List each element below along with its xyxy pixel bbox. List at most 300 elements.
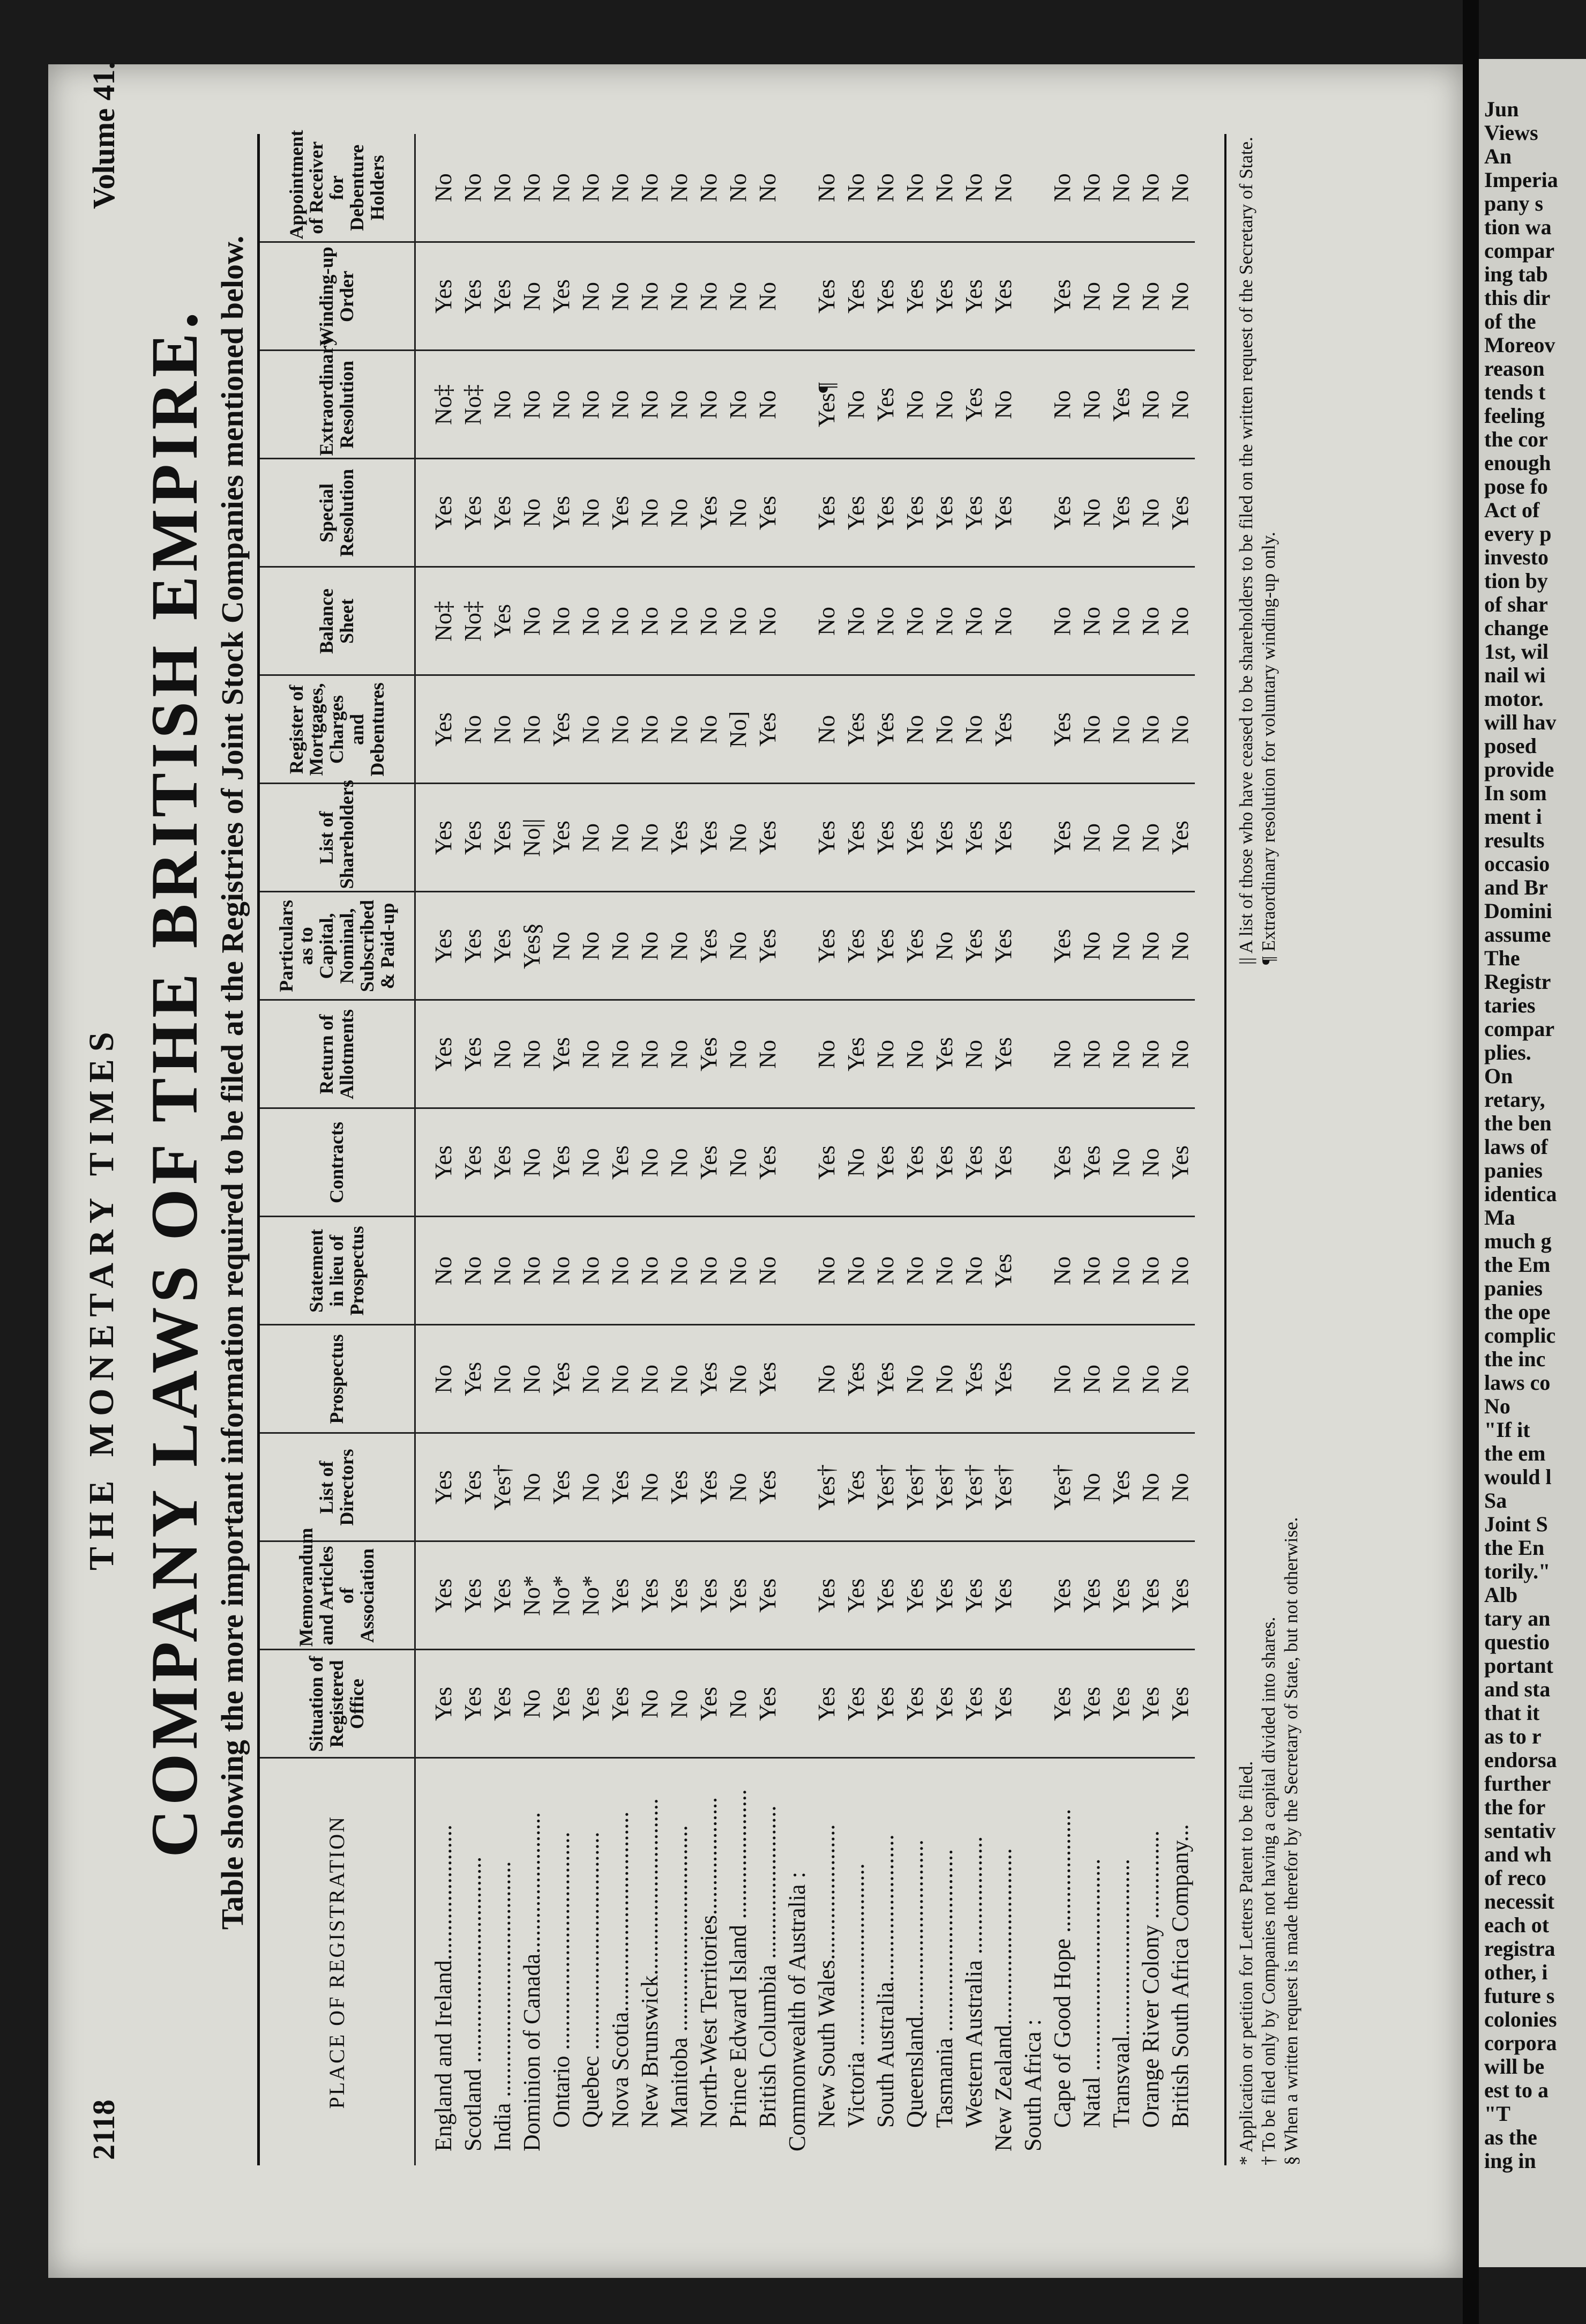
table-cell: Yes — [841, 784, 871, 892]
adjacent-page-line: est to a — [1484, 2078, 1548, 2102]
table-cell: No — [664, 675, 694, 784]
adjacent-page-line: tion by — [1484, 569, 1548, 593]
footnotes-right — [1235, 134, 1280, 965]
table-cell: Yes — [723, 1541, 753, 1650]
table-cell: No — [547, 892, 576, 1000]
table-cell: No — [664, 1217, 694, 1325]
article-title: COMPANY LAWS OF THE BRITISH EMPIRE. — [138, 308, 211, 1858]
adjacent-page-line: and sta — [1484, 1677, 1551, 1701]
table-cell: Yes — [900, 1541, 930, 1650]
table-cell: Yes — [488, 892, 517, 1000]
adjacent-page-line: of reco — [1484, 1866, 1546, 1890]
table-cell: No — [959, 134, 989, 242]
table-row — [605, 134, 635, 2165]
place-of-registration: Tasmania ............................... — [931, 1849, 957, 2128]
table-cell: Yes — [458, 1650, 488, 1758]
table-cell: Yes — [576, 1650, 605, 1758]
table-row — [1048, 134, 1077, 2165]
adjacent-page-line: "T — [1484, 2102, 1510, 2126]
adjacent-page-line: results — [1484, 828, 1545, 852]
table-cell: No — [959, 675, 989, 784]
table-cell: Yes — [959, 892, 989, 1000]
table-cell: No — [605, 134, 635, 242]
table-cell: No — [605, 567, 635, 675]
table-cell: No — [635, 1325, 664, 1433]
table-cell: No — [1077, 351, 1106, 459]
table-cell: Yes — [547, 1108, 576, 1217]
table-cell: No — [989, 567, 1018, 675]
table-cell: No — [959, 1217, 989, 1325]
footnote: ¶ Extraordinary resolution for voluntary winding-up only. — [1258, 532, 1279, 965]
table-cell: No — [1136, 892, 1165, 1000]
table-cell: Yes — [1077, 1650, 1106, 1758]
adjacent-page-line: Joint S — [1484, 1512, 1548, 1536]
adjacent-page-line: will be — [1484, 2054, 1545, 2079]
table-cell: No‡ — [429, 351, 458, 459]
table-row — [782, 134, 812, 2165]
table-cell: Yes — [989, 242, 1018, 351]
place-of-registration: Quebec ..................................... — [578, 1831, 604, 2128]
table-cell: Yes — [694, 1433, 723, 1541]
table-cell: No — [900, 351, 930, 459]
table-cell: Yes — [871, 459, 900, 567]
table-cell: No — [1048, 1000, 1077, 1108]
table-cell: No — [576, 1325, 605, 1433]
table-cell: Yes — [1106, 1433, 1136, 1541]
table-cell: Yes — [1048, 1541, 1077, 1650]
adjacent-page-line: corpora — [1484, 2031, 1557, 2055]
table-cell: Yes — [871, 1541, 900, 1650]
table-cell: Yes — [547, 459, 576, 567]
table-row — [517, 134, 547, 2165]
table-cell — [782, 242, 812, 351]
adjacent-page-line: torily." — [1484, 1559, 1551, 1583]
adjacent-page-line: further — [1484, 1771, 1551, 1796]
table-row — [429, 134, 458, 2165]
column-header: Situation of Registered Office — [260, 1650, 415, 1758]
table-row — [723, 134, 753, 2165]
table-cell: Yes — [547, 1325, 576, 1433]
adjacent-page-line: panies — [1484, 1158, 1543, 1182]
column-header: Statement in lieu of Prospectus — [260, 1217, 415, 1325]
table-cell: No — [635, 459, 664, 567]
table-cell: No — [635, 1433, 664, 1541]
table-cell: No — [812, 1325, 841, 1433]
table-cell: Yes — [429, 1000, 458, 1108]
table-cell: No — [1048, 1325, 1077, 1433]
table-cell: No — [1106, 1108, 1136, 1217]
table-cell: No — [488, 134, 517, 242]
table-cell: Yes — [547, 1000, 576, 1108]
table-cell — [782, 1650, 812, 1758]
table-cell: No‡ — [458, 567, 488, 675]
table-cell: No — [723, 459, 753, 567]
table-cell: No — [605, 242, 635, 351]
table-cell: Yes — [1048, 784, 1077, 892]
table-cell: No — [871, 134, 900, 242]
table-cell: No — [576, 1108, 605, 1217]
table-cell: No — [694, 675, 723, 784]
table-row — [1165, 134, 1195, 2165]
table-cell: No — [959, 567, 989, 675]
table-cell: No — [1077, 784, 1106, 892]
table-cell: No — [1165, 351, 1195, 459]
table-cell: No — [576, 459, 605, 567]
table-cell: Yes — [547, 242, 576, 351]
table-cell: Yes — [900, 1650, 930, 1758]
adjacent-page-line: In som — [1484, 781, 1547, 805]
table-cell: No — [694, 351, 723, 459]
table-cell: No — [723, 1000, 753, 1108]
column-header: Memorandum and Articles of Association — [260, 1541, 415, 1650]
table-cell: Yes — [841, 675, 871, 784]
table-cell: Yes — [841, 1650, 871, 1758]
table-cell: Yes§ — [517, 892, 547, 1000]
table-cell: Yes† — [930, 1433, 959, 1541]
table-cell: Yes — [605, 1541, 635, 1650]
place-of-registration: Scotland ................................... — [460, 1857, 486, 2151]
adjacent-page-line: of the — [1484, 309, 1536, 333]
table-cell: No — [753, 134, 782, 242]
table-cell: Yes — [989, 892, 1018, 1000]
table-cell: No — [723, 134, 753, 242]
table-cell: Yes — [458, 784, 488, 892]
table-cell: Yes — [753, 459, 782, 567]
table-header-row — [260, 134, 415, 2165]
footnote: § When a written request is made therefor by the Secretary of State, but not otherwise. — [1281, 1517, 1301, 2165]
table-cell: Yes — [989, 459, 1018, 567]
table-cell: Yes — [429, 784, 458, 892]
table-cell: Yes — [812, 784, 841, 892]
table-cell: No — [458, 1217, 488, 1325]
book-gutter — [1463, 0, 1479, 2324]
adjacent-page-line: Domini — [1484, 899, 1552, 923]
table-cell: No — [1165, 567, 1195, 675]
table-row — [871, 134, 900, 2165]
table-cell: Yes — [989, 1000, 1018, 1108]
table-cell: Yes — [959, 1325, 989, 1433]
table-cell: No — [694, 242, 723, 351]
table-row — [959, 134, 989, 2165]
table-cell: No — [635, 675, 664, 784]
table-cell: No — [723, 1650, 753, 1758]
table-cell: No — [488, 351, 517, 459]
table-cell: Yes — [930, 242, 959, 351]
place-of-registration: Commonwealth of Australia : — [784, 1872, 810, 2151]
table-cell: No — [1106, 242, 1136, 351]
table-cell: No — [723, 1433, 753, 1541]
table-cell: Yes — [458, 1325, 488, 1433]
adjacent-page-line: compar — [1484, 239, 1555, 263]
table-cell: Yes — [989, 1217, 1018, 1325]
table-cell: No — [1106, 1217, 1136, 1325]
place-of-registration: Cape of Good Hope ..................... — [1049, 1808, 1075, 2128]
adjacent-page-line: as to r — [1484, 1724, 1542, 1748]
table-cell: No — [989, 134, 1018, 242]
table-cell: No — [635, 784, 664, 892]
table-cell: No — [576, 567, 605, 675]
table-cell: Yes — [1106, 1541, 1136, 1650]
adjacent-page-line: panies — [1484, 1276, 1543, 1300]
table-cell — [782, 784, 812, 892]
running-header — [70, 64, 129, 2278]
adjacent-page-line: colonies — [1484, 2007, 1557, 2031]
place-of-registration: New Zealand.............................. — [990, 1848, 1016, 2151]
article-subtitle: Table showing the more important information required to be filed at the Registries of Joint Stock Companies mentioned below. — [215, 235, 250, 1930]
table-cell: Yes — [1136, 1541, 1165, 1650]
adjacent-page-line: registra — [1484, 1936, 1555, 1961]
table-row — [547, 134, 576, 2165]
table-cell: Yes — [458, 892, 488, 1000]
table-cell — [1018, 134, 1048, 242]
footnote: || A list of those who have ceased to be shareholders to be filed on the written request of the Secretary of State. — [1236, 137, 1256, 965]
place-of-registration: Ontario ..................................... — [548, 1831, 574, 2128]
table-cell: Yes — [605, 1108, 635, 1217]
adjacent-page-line: 1st, wil — [1484, 639, 1548, 664]
table-cell: No‡ — [458, 351, 488, 459]
table-row — [694, 134, 723, 2165]
table-cell: No — [753, 1217, 782, 1325]
table-cell: No — [1077, 675, 1106, 784]
table-body — [415, 134, 1195, 2165]
table-cell: No — [605, 351, 635, 459]
table-cell: Yes† — [812, 1433, 841, 1541]
place-of-registration: British South Africa Company... — [1167, 1824, 1193, 2128]
table-cell — [1018, 1650, 1048, 1758]
table-cell: No — [930, 567, 959, 675]
table-cell: Yes — [488, 567, 517, 675]
adjacent-page-line: tary an — [1484, 1606, 1551, 1630]
table-cell — [1018, 1000, 1048, 1108]
table-cell: No — [1136, 134, 1165, 242]
table-cell: No — [488, 1325, 517, 1433]
adjacent-page-line: provide — [1484, 757, 1554, 781]
adjacent-page-line: future s — [1484, 1984, 1555, 2008]
adjacent-page-line: retary, — [1484, 1087, 1545, 1112]
place-of-registration: Natal .................................... — [1079, 1858, 1105, 2128]
table-cell: No — [488, 1217, 517, 1325]
table-cell — [1018, 1325, 1048, 1433]
table-cell: Yes — [930, 1650, 959, 1758]
table-cell: No — [576, 351, 605, 459]
page-number: 2118 — [86, 2099, 121, 2160]
adjacent-page-line: nail wi — [1484, 663, 1546, 687]
table-cell: Yes — [753, 1433, 782, 1541]
table-cell: No — [1048, 567, 1077, 675]
table-cell: No — [694, 567, 723, 675]
table-cell: No — [812, 134, 841, 242]
adjacent-page-line: every p — [1484, 522, 1552, 546]
table-cell: No — [871, 1217, 900, 1325]
table-cell: No — [576, 1000, 605, 1108]
journal-title: THE MONETARY TIMES — [82, 1024, 121, 1570]
table-cell: Yes — [871, 675, 900, 784]
table-cell: Yes — [458, 242, 488, 351]
table-cell — [782, 1217, 812, 1325]
column-header: Register of Mortgages, Charges and Debentures — [260, 675, 415, 784]
adjacent-page-line: the Em — [1484, 1253, 1551, 1277]
table-cell: Yes — [930, 1000, 959, 1108]
table-cell: No — [1136, 242, 1165, 351]
table-cell: No — [1048, 351, 1077, 459]
table-cell: Yes — [959, 459, 989, 567]
table-cell: No — [723, 242, 753, 351]
table-cell: Yes — [458, 1108, 488, 1217]
table-cell: No — [1136, 1000, 1165, 1108]
table-cell: No — [959, 1000, 989, 1108]
adjacent-page-line: tion wa — [1484, 215, 1552, 239]
table-cell: Yes — [429, 1433, 458, 1541]
table-cell: Yes — [488, 1108, 517, 1217]
adjacent-page-line: other, i — [1484, 1960, 1548, 1984]
table-cell: Yes — [664, 1541, 694, 1650]
table-cell: Yes — [1048, 1108, 1077, 1217]
table-cell: No‡ — [429, 567, 458, 675]
table-cell: No — [664, 1650, 694, 1758]
table-cell: Yes — [1048, 459, 1077, 567]
table-cell: No — [664, 892, 694, 1000]
adjacent-page-line: endorsa — [1484, 1748, 1557, 1772]
table-cell: Yes† — [488, 1433, 517, 1541]
table-cell: Yes — [1048, 675, 1077, 784]
adjacent-page-line: Moreov — [1484, 333, 1555, 357]
table-cell: No — [753, 1000, 782, 1108]
adjacent-page-line: complic — [1484, 1323, 1556, 1347]
table-cell: No — [517, 242, 547, 351]
table-cell: No — [576, 134, 605, 242]
place-of-registration: England and Ireland....................... — [430, 1824, 457, 2151]
adjacent-page-line: taries — [1484, 993, 1536, 1017]
table-cell — [782, 1000, 812, 1108]
table-cell — [782, 567, 812, 675]
adjacent-page-line: pose fo — [1484, 474, 1548, 498]
table-cell: Yes — [429, 1650, 458, 1758]
table-cell: Yes — [1048, 892, 1077, 1000]
table-row — [812, 134, 841, 2165]
table-cell: Yes — [547, 1433, 576, 1541]
table-cell: Yes — [930, 1541, 959, 1650]
table-cell: No — [488, 675, 517, 784]
table-cell: Yes — [488, 784, 517, 892]
table-cell: Yes — [812, 892, 841, 1000]
table-cell: No — [1077, 567, 1106, 675]
adjacent-page-line: An — [1484, 144, 1512, 168]
table-cell: Yes — [989, 784, 1018, 892]
table-cell: Yes — [429, 1541, 458, 1650]
table-cell: No — [1136, 567, 1165, 675]
table-cell: No — [723, 1217, 753, 1325]
adjacent-page-line: "If it — [1484, 1418, 1530, 1442]
table-cell: No — [812, 1217, 841, 1325]
table-cell — [1018, 242, 1048, 351]
table-cell: Yes — [605, 1650, 635, 1758]
table-cell: No* — [576, 1541, 605, 1650]
adjacent-page-line: the ben — [1484, 1111, 1552, 1135]
table-cell: Yes — [1077, 1541, 1106, 1650]
table-cell: No — [576, 1433, 605, 1541]
table-cell: No — [576, 1217, 605, 1325]
table-cell: Yes — [458, 1433, 488, 1541]
table-cell: Yes — [900, 459, 930, 567]
table-cell: No — [429, 134, 458, 242]
place-of-registration: Nova Scotia.................................. — [607, 1811, 633, 2128]
table-cell: No — [1077, 1217, 1106, 1325]
adjacent-page-line: Registr — [1484, 970, 1551, 994]
table-cell: No — [664, 567, 694, 675]
adjacent-page-line: each ot — [1484, 1913, 1550, 1937]
table-cell: Yes — [841, 1541, 871, 1650]
table-cell: Yes — [812, 1541, 841, 1650]
adjacent-page-line: the inc — [1484, 1347, 1546, 1371]
table-cell: Yes — [930, 1108, 959, 1217]
table-cell: No — [1077, 1000, 1106, 1108]
table-cell: Yes — [429, 242, 458, 351]
table-cell — [1018, 567, 1048, 675]
adjacent-page-line: the En — [1484, 1536, 1545, 1560]
table-cell: Yes — [753, 1108, 782, 1217]
table-cell: Yes — [930, 459, 959, 567]
table-cell: No — [1165, 892, 1195, 1000]
column-header: List of Directors — [260, 1433, 415, 1541]
table-cell: Yes — [871, 242, 900, 351]
table-row — [900, 134, 930, 2165]
table-cell: No — [1106, 1000, 1136, 1108]
table-cell: No — [635, 892, 664, 1000]
column-header: Return of Allotments — [260, 1000, 415, 1108]
adjacent-page-line: and wh — [1484, 1842, 1552, 1866]
adjacent-page-line: of shar — [1484, 592, 1548, 616]
table-cell: Yes — [930, 784, 959, 892]
column-header: Prospectus — [260, 1325, 415, 1433]
table-row — [1106, 134, 1136, 2165]
table-cell: Yes — [488, 1541, 517, 1650]
table-cell: No — [517, 1000, 547, 1108]
column-header: Particulars as to Capital, Nominal, Subscribed & Paid-up — [260, 892, 415, 1000]
table-cell: No — [635, 134, 664, 242]
table-cell: No — [458, 134, 488, 242]
table-cell: No — [517, 351, 547, 459]
table-cell: No — [517, 675, 547, 784]
table-cell: No — [930, 892, 959, 1000]
table-cell: No — [900, 1325, 930, 1433]
table-cell: No — [930, 1325, 959, 1433]
adjacent-page-line: laws co — [1484, 1370, 1551, 1395]
table-cell: No — [547, 351, 576, 459]
table-cell: Yes — [989, 1108, 1018, 1217]
adjacent-page-line: The — [1484, 946, 1520, 970]
table-cell: Yes — [959, 351, 989, 459]
table-cell: No — [723, 892, 753, 1000]
place-of-registration: New South Wales....................... — [813, 1824, 840, 2128]
table-cell: Yes — [989, 1325, 1018, 1433]
table-cell: No — [605, 675, 635, 784]
table-cell: No — [664, 459, 694, 567]
table-cell: No — [1165, 1000, 1195, 1108]
table-row — [930, 134, 959, 2165]
table-cell: No — [664, 242, 694, 351]
table-cell: No — [517, 1217, 547, 1325]
column-header: Contracts — [260, 1108, 415, 1217]
table-cell: Yes — [753, 1325, 782, 1433]
table-cell: Yes — [429, 459, 458, 567]
table-cell: No* — [517, 1541, 547, 1650]
table-row — [1136, 134, 1165, 2165]
table-cell — [782, 675, 812, 784]
table-cell: No — [900, 567, 930, 675]
table-cell: No — [576, 675, 605, 784]
table-cell — [782, 1433, 812, 1541]
table-row — [635, 134, 664, 2165]
